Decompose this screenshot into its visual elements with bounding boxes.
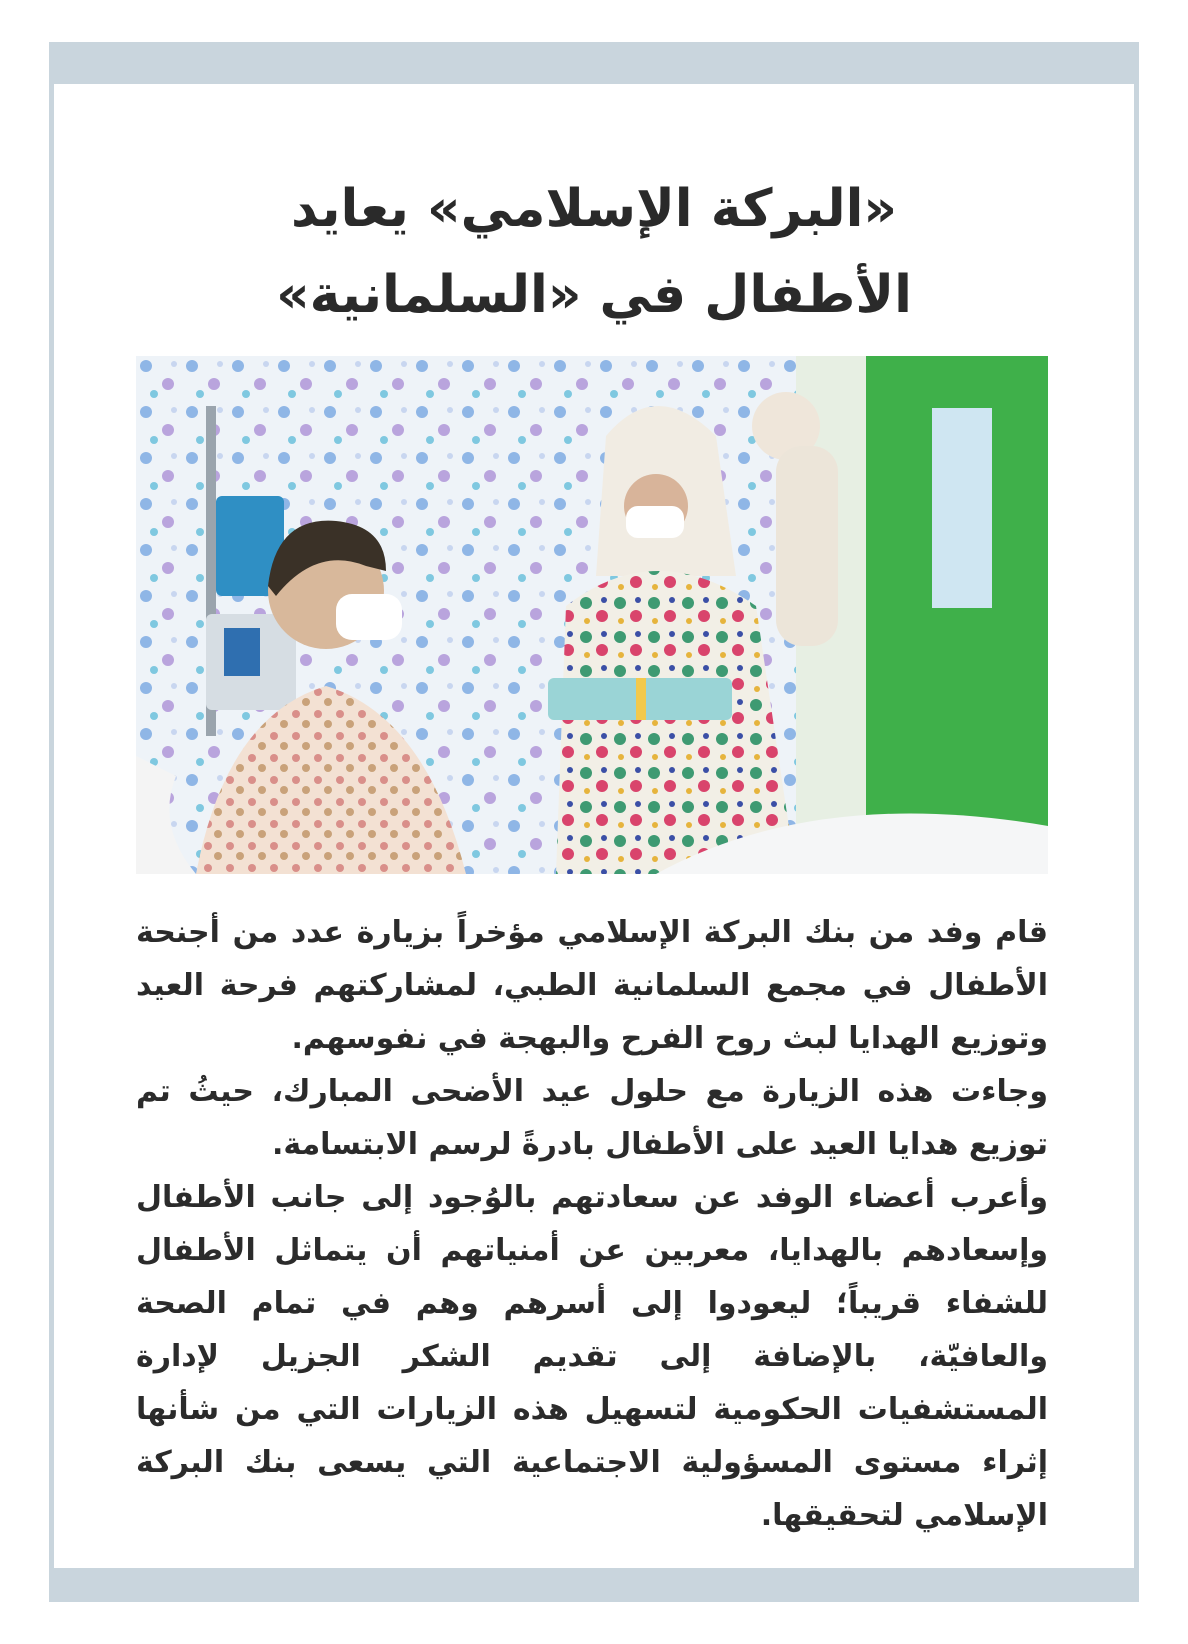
news-photo-hospital-visit-icon — [136, 356, 1048, 874]
article-photo — [136, 356, 1048, 874]
article-body — [136, 906, 1048, 1542]
paragraph-2: وجاءت هذه الزيارة مع حلول عيد الأضحى المبارك، حيثُ تم توزيع هدايا العيد على الأطفال بادرةً لرسم الابتسامة. — [136, 1074, 1048, 1162]
article-panel — [54, 84, 1134, 1568]
paragraph-1: قام وفد من بنك البركة الإسلامي مؤخراً بزيارة عدد من أجنحة الأطفال في مجمع السلمانية الطبي، لمشاركتهم فرحة العيد وتوزيع الهدايا لبث روح الفرح والبهجة في نفوسهم. — [136, 915, 1048, 1056]
headline-line-1: «البركة الإسلامي» يعايد — [290, 179, 898, 239]
paragraph-3: وأعرب أعضاء الوفد عن سعادتهم بالوُجود إلى جانب الأطفال وإسعادهم بالهدايا، معربين عن أمنياتهم أن يتماثل الأطفال للشفاء قريباً؛ ليعودوا إلى أسرهم وهم في تمام الصحة والعافيّة، بالإضافة إلى تقديم الشكر الجزيل لإدارة المستشفيات الحكومية لتسهيل هذه الزيارات التي من شأنها إثراء مستوى المسؤولية الاجتماعية التي يسعى بنك البركة الإسلامي لتحقيقها. — [136, 1180, 1048, 1533]
article-headline — [154, 166, 1034, 338]
headline-line-2: الأطفال في «السلمانية» — [276, 265, 912, 325]
